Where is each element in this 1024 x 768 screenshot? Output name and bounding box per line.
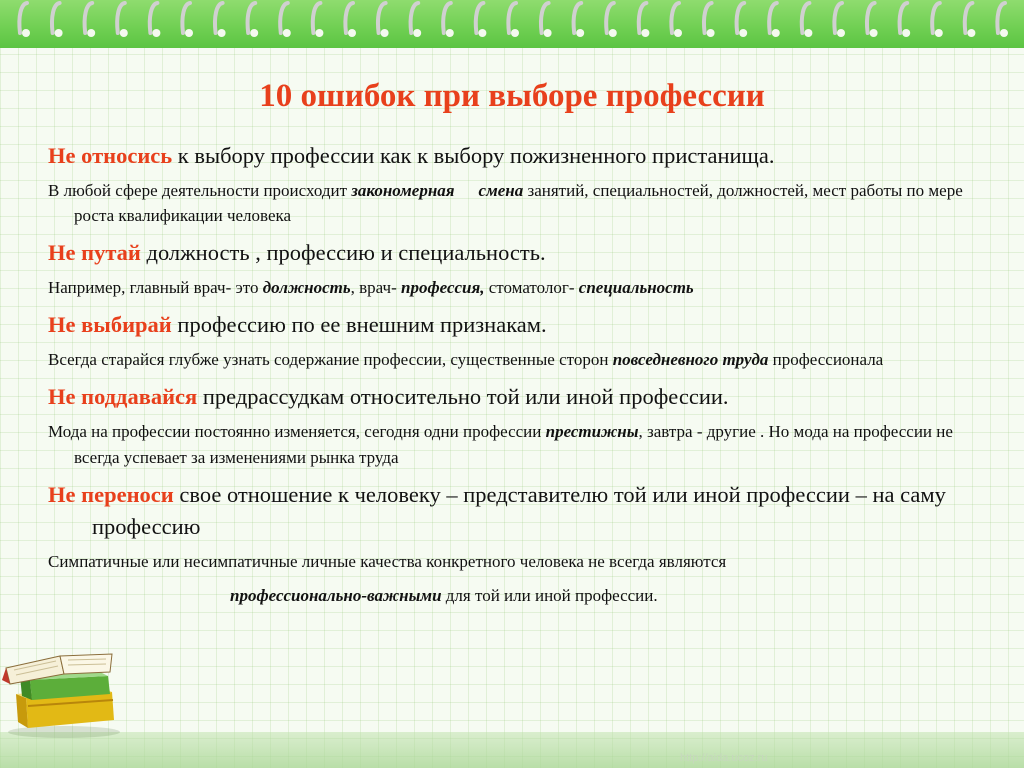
binding-ring (280, 3, 291, 37)
binding-ring (313, 3, 324, 37)
mistake-keyword: Не переноси (48, 481, 174, 507)
note-text: Например, главный врач- это (48, 278, 263, 298)
mistake-4 (48, 381, 998, 413)
binding-ring (85, 3, 96, 37)
mistake-statement: к выбору профессии как к выбору пожизненного пристанища. (172, 143, 775, 168)
note-text: , врач- (350, 278, 401, 298)
note-text: Симпатичные или несимпатичные личные качества конкретного человека не всегда являются (48, 551, 727, 571)
mistake-keyword: Не относись (48, 143, 173, 168)
binding-ring (900, 3, 911, 37)
mistake-3-note (48, 347, 998, 372)
note-text: профессионала (768, 350, 884, 370)
mistake-2-note (48, 275, 998, 300)
binding-ring (411, 3, 422, 37)
note-text: , завтра - другие . Но мода на профессии не всегда успевает за изменениями рынка труда (74, 422, 953, 467)
binding-ring (345, 3, 356, 37)
binding-ring (769, 3, 780, 37)
binding-ring (443, 3, 454, 37)
note-emphasis: закономерная (351, 180, 455, 200)
mistake-keyword: Не поддавайся (48, 384, 198, 410)
bottom-band (0, 732, 1024, 768)
mistake-1-note (48, 178, 998, 228)
binding-ring (248, 3, 259, 37)
binding-ring (182, 3, 193, 37)
binding-ring (867, 3, 878, 37)
mistake-2 (48, 237, 998, 269)
note-emphasis: профессионально-важными (230, 585, 442, 605)
note-text: Всегда старайся глубже узнать содержание профессии, существенные сторон (48, 350, 613, 370)
note-emphasis: повседневного труда (612, 350, 769, 370)
mistake-statement: профессию по ее внешним признакам. (171, 312, 547, 338)
note-text: занятий, специальностей, должностей, мест работы по мере роста квалификации человека (74, 180, 963, 226)
binding-ring (737, 3, 748, 37)
binding-ring (802, 3, 813, 37)
mistake-3 (48, 309, 998, 341)
watermark-text: http://aida.ucoz.ru (680, 752, 768, 764)
note-emphasis: смена (478, 180, 524, 200)
mistake-statement: должность , профессию и специальность. (140, 240, 546, 266)
note-emphasis: профессия, (401, 278, 485, 298)
binding-ring (215, 3, 226, 37)
binding-ring (606, 3, 617, 37)
books-stack-icon (0, 640, 130, 740)
content (48, 140, 998, 617)
binding-ring (508, 3, 519, 37)
page-title: 10 ошибок при выборе профессии (259, 78, 765, 114)
binding-ring (932, 3, 943, 37)
mistake-4-note (48, 419, 998, 469)
mistake-5-note-cont (48, 583, 998, 608)
spiral-binding-rings (0, 0, 1024, 50)
binding-ring (704, 3, 715, 37)
mistake-keyword: Не путай (48, 240, 141, 266)
note-emphasis: престижны (545, 422, 639, 442)
binding-ring (117, 3, 128, 37)
binding-ring (834, 3, 845, 37)
mistake-5-note (48, 549, 998, 574)
mistake-1 (48, 140, 998, 172)
binding-ring (19, 3, 30, 37)
note-emphasis: должность (262, 278, 351, 298)
binding-ring (378, 3, 389, 37)
binding-ring (541, 3, 552, 37)
binding-ring (639, 3, 650, 37)
binding-ring (965, 3, 976, 37)
binding-ring (671, 3, 682, 37)
binding-ring (574, 3, 585, 37)
note-emphasis: специальность (578, 278, 694, 298)
note-text: для той или иной профессии. (441, 585, 658, 605)
binding-ring (997, 3, 1008, 37)
binding-ring (150, 3, 161, 37)
mistake-keyword: Не выбирай (48, 312, 172, 338)
note-text: стоматолог- (484, 278, 579, 298)
note-text: В любой сфере деятельности происходит (48, 180, 352, 200)
mistake-statement: предрассудкам относительно той или иной профессии. (197, 384, 729, 410)
mistake-5 (48, 479, 998, 543)
binding-ring (476, 3, 487, 37)
note-text: Мода на профессии постоянно изменяется, сегодня одни профессии (48, 422, 546, 442)
mistake-statement: свое отношение к человеку – представителю той или иной профессии – на саму профессию (92, 481, 946, 539)
binding-ring (52, 3, 63, 37)
